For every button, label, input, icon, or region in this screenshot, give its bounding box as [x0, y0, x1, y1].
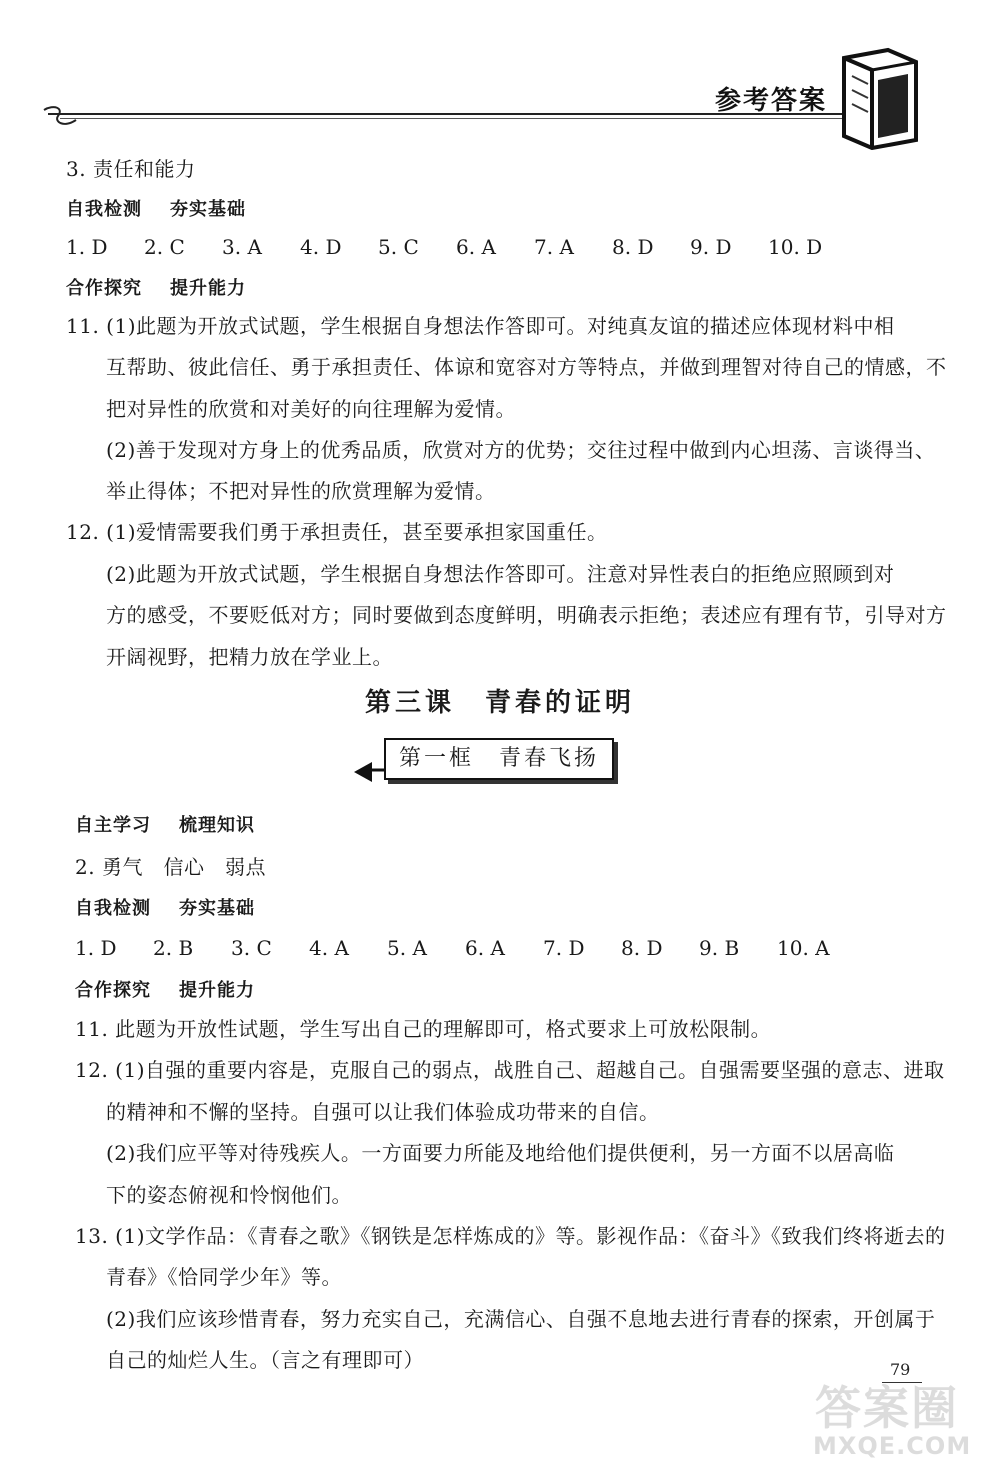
answer-item: 6. A [456, 235, 496, 259]
lesson-title: 第三课 青春的证明 [364, 688, 635, 718]
answer-item: 8. D [621, 936, 663, 960]
answer-line: 自己的灿烂人生。（言之有理即可） [106, 1348, 424, 1372]
page-number: 79 [890, 1360, 911, 1379]
answer-item: 6. A [465, 936, 505, 960]
answer-line: 12. (1)自强的重要内容是，克服自己的弱点，战胜自己、超越自己。自强需要坚强的意志、进取 [75, 1058, 945, 1082]
answer-row [66, 233, 846, 261]
heading-part: 夯实基础 [179, 898, 255, 919]
item-2: 2. 勇气 信心 弱点 [75, 855, 266, 879]
heading-part: 梳理知识 [179, 815, 255, 836]
page-number-underline [882, 1382, 922, 1383]
self-check-heading [75, 896, 255, 922]
heading-part: 合作探究 [66, 278, 142, 299]
swirl-icon [40, 102, 80, 132]
answer-line: 12. (1)爱情需要我们勇于承担责任，甚至要承担家国重任。 [66, 520, 608, 544]
heading-part: 提升能力 [179, 980, 255, 1001]
item-3: 3. 责任和能力 [66, 157, 196, 181]
answer-line: (2)我们应该珍惜青春，努力充实自己，充满信心、自强不息地去进行青春的探索，开创属于 [106, 1307, 936, 1331]
header-rule [48, 113, 878, 115]
answer-item: 3. C [231, 936, 272, 960]
answer-line: (2)我们应平等对待残疾人。一方面要力所能及地给他们提供便利，另一方面不以居高临 [106, 1141, 895, 1165]
answer-line: 举止得体；不把对异性的欣赏理解为爱情。 [106, 479, 496, 503]
answer-line: 的精神和不懈的坚持。自强可以让我们体验成功带来的自信。 [106, 1100, 660, 1124]
answer-item: 5. C [378, 235, 419, 259]
answer-line: 方的感受，不要贬低对方；同时要做到态度鲜明，明确表示拒绝；表述应有理有节，引导对方 [106, 603, 947, 627]
answer-line: 11. (1)此题为开放式试题，学生根据自身想法作答即可。对纯真友谊的描述应体现材料中相 [66, 314, 895, 338]
explore-heading [75, 978, 255, 1004]
answer-item: 9. B [699, 936, 740, 960]
answer-item: 9. D [690, 235, 732, 259]
header-title: 参考答案 [715, 86, 828, 116]
answer-item: 1. D [75, 936, 117, 960]
heading-part: 自我检测 [66, 199, 142, 220]
answer-item: 2. B [153, 936, 194, 960]
watermark-text: 答案圈 [815, 1381, 959, 1435]
watermark-url: MXQE.COM [813, 1432, 972, 1460]
heading-part: 自我检测 [75, 898, 151, 919]
header-rule-thin [60, 118, 878, 119]
answer-item: 10. D [768, 235, 823, 259]
frame-title: 第一框 青春飞扬 [384, 738, 614, 780]
answer-row [75, 934, 855, 962]
heading-part: 自主学习 [75, 815, 151, 836]
answer-item: 7. D [543, 936, 585, 960]
answer-item: 8. D [612, 235, 654, 259]
answer-line: 互帮助、彼此信任、勇于承担责任、体谅和宽容对方等特点，并做到理智对待自己的情感，不 [106, 355, 947, 379]
answer-item: 10. A [777, 936, 830, 960]
answer-item: 4. D [300, 235, 342, 259]
answer-item: 7. A [534, 235, 574, 259]
explore-heading [66, 276, 246, 302]
watermark-logo [805, 1372, 990, 1467]
answer-line: 把对异性的欣赏和对美好的向往理解为爱情。 [106, 397, 516, 421]
heading-part: 夯实基础 [170, 199, 246, 220]
heading-part: 合作探究 [75, 980, 151, 1001]
answer-line: 下的姿态俯视和怜悯他们。 [106, 1183, 352, 1207]
answer-item: 3. A [222, 235, 262, 259]
heading-part: 提升能力 [170, 278, 246, 299]
answer-line: (2)善于发现对方身上的优秀品质，欣赏对方的优势；交往过程中做到内心坦荡、言谈得当、 [106, 438, 936, 462]
answer-line: 11. 此题为开放性试题，学生写出自己的理解即可，格式要求上可放松限制。 [75, 1017, 772, 1041]
self-study-heading [75, 813, 255, 839]
answer-item: 2. C [144, 235, 185, 259]
answer-line: 开阔视野，把精力放在学业上。 [106, 645, 393, 669]
self-check-heading [66, 197, 246, 223]
answer-line: 青春》《恰同学少年》等。 [106, 1265, 342, 1289]
answer-item: 5. A [387, 936, 427, 960]
answer-item: 1. D [66, 235, 108, 259]
book-icon [838, 40, 922, 150]
page-header [0, 0, 1000, 150]
answer-item: 4. A [309, 936, 349, 960]
answer-line: (2)此题为开放式试题，学生根据自身想法作答即可。注意对异性表白的拒绝应照顾到对 [106, 562, 895, 586]
answer-line: 13. (1)文学作品：《青春之歌》《钢铁是怎样炼成的》等。影视作品：《奋斗》《致我们终将逝去的 [75, 1224, 946, 1248]
